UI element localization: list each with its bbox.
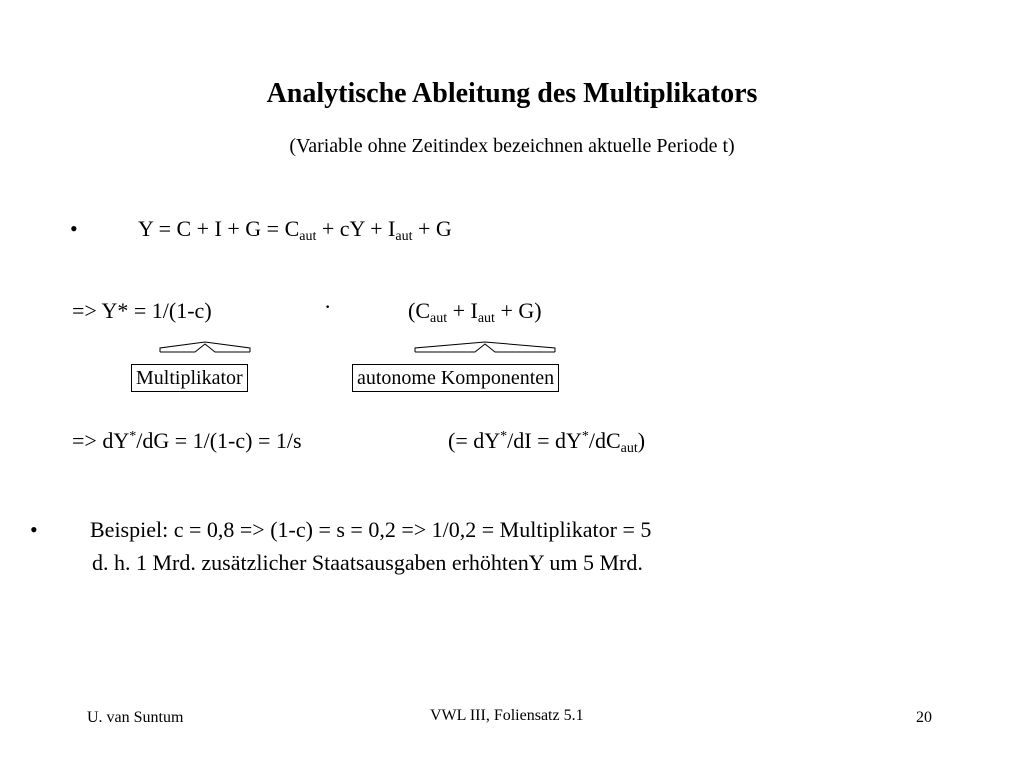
slide-title: Analytische Ableitung des Multiplikators [266, 78, 758, 109]
eq2-open: (C [408, 298, 430, 323]
eq3-star-2: * [500, 429, 508, 444]
footer-author: U. van Suntum [87, 709, 184, 726]
footer-page-number: 20 [916, 709, 932, 726]
eq3-p4: /dI = dY [507, 428, 582, 453]
eq2-sub-aut-2: aut [477, 311, 495, 326]
eq3-p2: /dG = 1/(1-c) = 1/s [136, 428, 302, 453]
eq2-end: + G) [494, 298, 542, 323]
example-line-1: Beispiel: c = 0,8 => (1-c) = s = 0,2 => 1/0,2 = Multiplikator = 5 [90, 517, 652, 542]
equation-equilibrium-right [408, 298, 542, 327]
eq3-star-3: * [581, 429, 589, 444]
autonomous-label-box: autonome Komponenten [352, 364, 559, 392]
equation-derivative-alt [448, 428, 645, 457]
example-line-2: d. h. 1 Mrd. zusätzlicher Staatsausgaben erhöhtenY um 5 Mrd. [92, 550, 643, 575]
eq1-mid: + cY + I [316, 216, 396, 241]
eq3-p5: /dC [588, 428, 621, 453]
equation-derivative [72, 428, 302, 454]
multiplier-label-box: Multiplikator [131, 364, 248, 392]
eq3-p6: ) [637, 428, 646, 453]
eq3-p3: (= dY [448, 428, 501, 453]
eq1-sub-aut-1: aut [299, 229, 317, 244]
eq3-sub-aut: aut [620, 441, 638, 456]
multiplier-bracket [150, 340, 260, 356]
eq3-p1: => dY [72, 428, 130, 453]
bullet-2: • [30, 517, 38, 542]
multiplication-dot: · [324, 294, 332, 319]
equation-equilibrium-left: => Y* = 1/(1-c) [72, 298, 212, 323]
eq1-lhs: Y = C + I + G = C [138, 216, 300, 241]
eq1-end: + G [412, 216, 452, 241]
eq2-sub-aut-1: aut [430, 311, 448, 326]
equation-identity [138, 216, 452, 245]
autonomous-bracket [405, 340, 565, 356]
slide-subtitle: (Variable ohne Zeitindex bezeichnen aktuelle Periode t) [289, 135, 735, 157]
footer-course: VWL III, Foliensatz 5.1 [430, 707, 584, 724]
eq2-mid: + I [447, 298, 478, 323]
eq3-star-1: * [129, 429, 137, 444]
eq1-sub-aut-2: aut [395, 229, 413, 244]
bullet-1: • [70, 216, 78, 241]
